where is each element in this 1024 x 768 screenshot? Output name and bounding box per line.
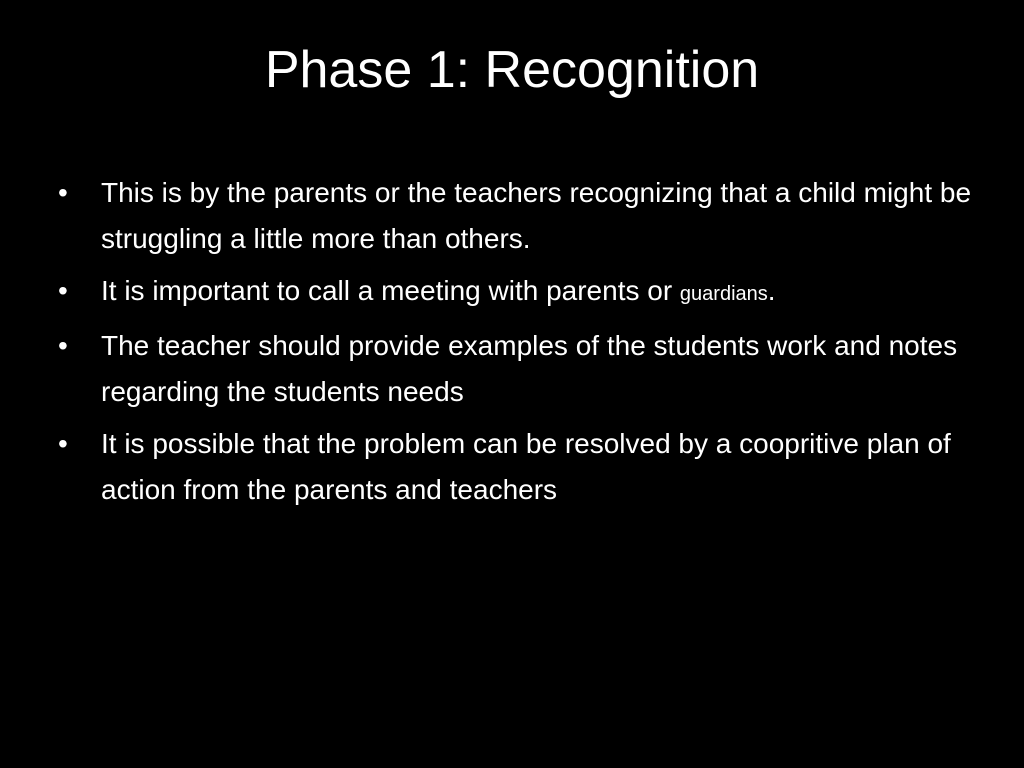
- bullet-icon: •: [58, 330, 68, 361]
- bullet-text: The teacher should provide examples of the students work and notes regarding the students needs: [101, 330, 958, 407]
- bullet-icon: •: [58, 177, 68, 208]
- bullet-icon: •: [58, 275, 68, 306]
- bullet-text-suffix: .: [767, 275, 776, 306]
- bullet-item: [58, 421, 978, 513]
- bullet-text: It is possible that the problem can be resolved by a coopritive plan of action from the parents and teachers: [101, 428, 951, 505]
- bullet-text: This is by the parents or the teachers recognizing that a child might be struggling a little more than others.: [101, 177, 972, 254]
- bullet-item: [58, 323, 978, 415]
- bullet-text-small: guardians: [679, 283, 768, 305]
- bullet-item: [58, 170, 978, 262]
- bullet-list: [58, 170, 978, 519]
- bullet-text: It is important to call a meeting with parents or: [101, 275, 680, 306]
- bullet-icon: •: [58, 428, 68, 459]
- bullet-item: [58, 268, 978, 317]
- slide-title: Phase 1: Recognition: [264, 41, 760, 99]
